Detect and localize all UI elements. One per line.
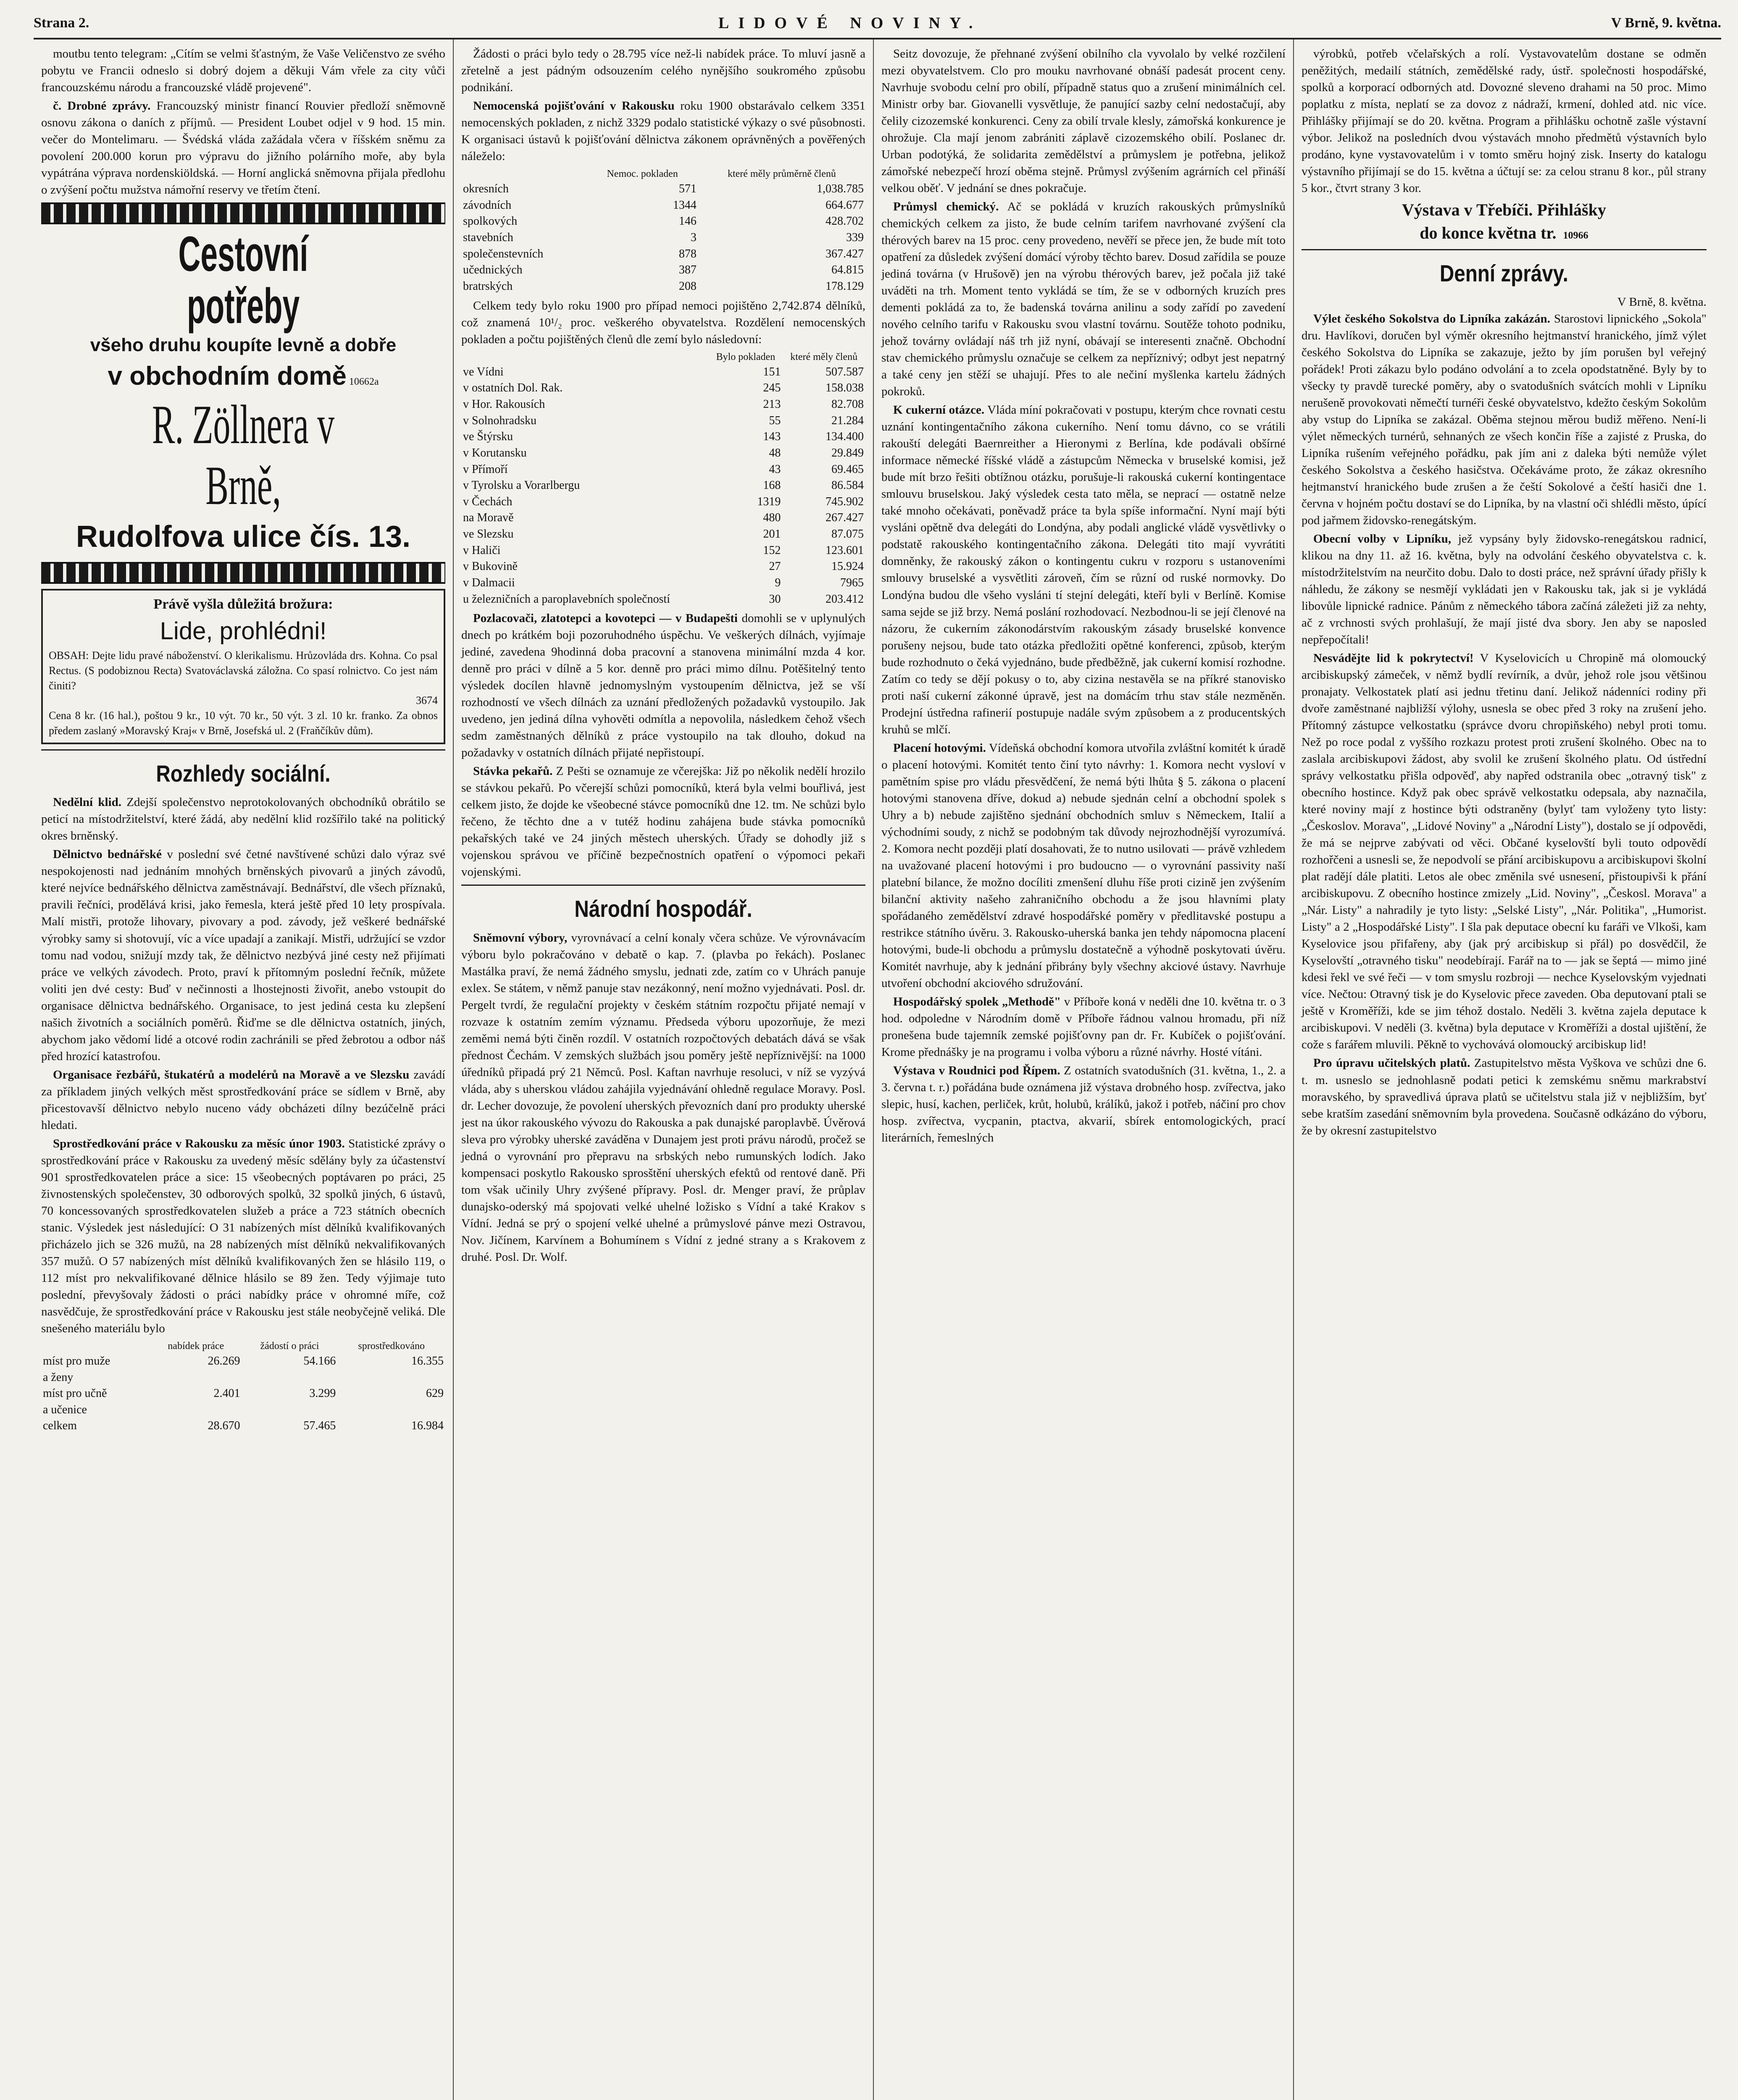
- table-cell: 178.129: [826, 279, 864, 293]
- divider: [1302, 249, 1706, 250]
- table-row: [461, 462, 865, 478]
- table-cell: v Tyrolsku a Vorarlbergu: [463, 479, 580, 492]
- article-paragraph: [881, 198, 1286, 400]
- table-header: které měly členů: [790, 351, 858, 362]
- exhibition-notice: Výstava v Třebíči. Přihlášky: [1402, 200, 1606, 220]
- table-cell: 87.075: [831, 528, 864, 541]
- table-row: [461, 246, 865, 262]
- table-cell: 3.299: [309, 1387, 336, 1400]
- table-row: [41, 1370, 445, 1386]
- page-number: Strana 2.: [34, 15, 89, 31]
- article-paragraph: [41, 1066, 445, 1134]
- dateline-header: V Brně, 9. května.: [1611, 15, 1721, 31]
- table-header-row: [461, 167, 865, 181]
- columns: [34, 39, 1721, 2100]
- table-header: [41, 1339, 150, 1353]
- table-header: [461, 350, 709, 364]
- table-cell: v Hor. Rakousích: [463, 398, 545, 411]
- table-cell: 339: [846, 231, 864, 244]
- article-heading: Průmysl chemický.: [893, 200, 999, 214]
- article-paragraph: [1302, 530, 1706, 648]
- table-cell: 213: [763, 398, 781, 411]
- table-cell: 745.902: [826, 495, 864, 508]
- article-heading: Nedělní klid.: [53, 795, 121, 809]
- article-text: Žádosti o práci bylo tedy o 28.795 více než-li nabídek práce. To mluví jasně a zřetelně a jest pádným odsouzením celého nynějšího soukromého způsobu podnikání.: [461, 47, 865, 94]
- table-cell: 69.465: [831, 462, 864, 476]
- table-row: [41, 1402, 445, 1418]
- exhibition-notice: [1302, 221, 1706, 244]
- table-cell: míst pro muže: [43, 1354, 110, 1368]
- article-text: vyrovnávací a celní konaly včera schůze. Ve výrovnávacím výboru bylo pokračováno v debatě o kap. 7. (plavba po řekách). Poslanec Mastálka praví, že nemá žádného smyslu, jednati zde, zatím co v Uhrách panuje exlex. Se státem, v němž panuje stav nezákonný, není možno vyjednávati. Posl. dr. Pergelt tvrdí, že regulační projekty v českém státním rozpočtu přijaté nemají v rozvaze k ostatním zemím významu. Předseda výboru upozorňuje, že mezi zeměmi nemá býti činěn rozdíl. V ostatních rozpočtových debatách dává se však přednost Čechám. V zemských službách jsou poměry ještě nepříznivější: na 1000 úředníků připadá prý 21 Němců. Posl. Kaftan navrhuje resoluci, v níž se vyzývá vláda, aby s uherskou vládou zahájila vyjednávání ohledně regulace Moravy. Posl. dr. Lecher dovozuje, že povolení uherských převozních daní pro produkty uherské jest na úkor rakouského vývozu do Rakouska a pak dunajské paroplavbě. Úvěrová sleva pro výrobky uherské zaváděna v Dunajem jest proti právu národů, pročež se jedná o vyrovnání pro přepravu na srbských nebo rumunských lodích. Jako kompensaci poskytlo Rakousko sprosštění uherských efektů od rentové daně. Při tom však učinily Uhry zvýšené přípravy. Posl. dr. Menger praví, že průplav dunajsko-oderský má spojovati velké uhelné ložisko s Vídní a také Krakov s Vídní. Jedná se prý o spojení velké uhelné a průmyslové pánve mezi Ostravou, Nov. Jičínem, Karvínem a Bohumínem s Vídní z jedné strany a s Krakovem z druhé. Posl. Dr. Wolf.: [461, 931, 866, 1264]
- table-cell: 203.412: [826, 592, 864, 606]
- section-title: Rozhledy sociální.: [156, 760, 331, 787]
- table-cell: 168: [763, 479, 781, 492]
- article-paragraph: [461, 97, 865, 165]
- ad-body: OBSAH: Dejte lidu pravé náboženství. O klerikalismu. Hrůzovláda drs. Kohna. Co psal Rectus. (S podobiznou Recta) Svatováclavská záložna. Co spasí rolnictvo. Co jest nám činiti?: [49, 649, 438, 692]
- table-header-row: [461, 350, 865, 364]
- table-cell: 123.601: [826, 543, 864, 557]
- table-cell: 507.587: [826, 365, 864, 378]
- table-header: Nemoc. pokladen: [607, 168, 678, 180]
- advertisement-zollner: [41, 228, 445, 558]
- table-row: [461, 445, 865, 462]
- ad-address: Rudolfova ulice čís. 13.: [76, 520, 411, 554]
- table-cell: 26.269: [208, 1354, 240, 1368]
- column-4: [1294, 39, 1714, 2100]
- article-heading: č. Drobné zprávy.: [53, 99, 151, 113]
- article-text: Ač se pokládá v kruzích rakouských průmyslníků chemických celkem za jisto, že bude celním tarifem navrhované zvýšení cla thérových barev na 15 proc. ceny provedeno, nevěří se přece jen, že bude mít toto opatření za důsledek zvýšení domácí výroby těchto barev. Dosud zařídila se pouze jediná továrna (v Hrušově) jen na výrobu thérových barev, jež počala již také uváděti na trh. Moment tento vykládá se tím, že se v odborných kruzích pres dementi pokládá za to, že badenská továrna anilinu a sody zařídí po zavedení nového celního tarifu v Rakousku svou vlastní továrnu. Soutěže tohoto podniku, jehož továrny ovládají náš trh již nyní, obávají se interesenti značně. Obchodní stav chemického průmyslu označuje se celkem za nepříznivý; odbyt jest nepatrný a také ceny jen stěží se uhajují. Přes to ale nečiní myšlenka kartelu žádných pokroků.: [881, 200, 1286, 399]
- article-heading: Výlet českého Sokolstva do Lipníka zakázán.: [1313, 312, 1551, 326]
- table-cell: 9: [775, 576, 781, 589]
- article-text: Vláda míní pokračovati v postupu, kterým chce rovnati cestu uznání kontingentačního zákona cukerního. Není tomu dávno, co se vrátili rakouští delegáti Baernreither a Hieronymi z Berlína, kde podávali obšírné informace německé říšské vládě a zástupcům Německa v bruselské komisi, jež bude mít brzo řešiti obtížnou otázku, porušuje-li rakouská cukerní kontingentace smlouvu bruselskou. Jaký výsledek cesta tato měla, se neprací — ostatně nelze také mnoho očekávati, poněvadž práce ta byla spíše informační. Nyní mají býti vysláni opětně dva delegáti do Londýna, aby podali anglické vládě vysvětlivky o podstatě rakouského kontingentačního zákona. Delegáti tito mají vyvrátiti domněnky, že rakouský zákon o kontingentu cukru v rozporu s ustanoveními smlouvy bruselské a vysvětliti zároveň, čím se různí od ruské normovky. Do Londýna budou dle všeho vysláni tí stejní delegáti, kteří byli v Berlíně. Komise sama sejde se již brzy. Nemá poslání rozhodovací. Nezbodnou-li se její členové na názoru, že cukerním zákonodárstvím rakouským zásady bruselské konvence porušeny nejsou, bude tato otázka předložiti opětné konferenci, způsob, kterým bude rozhodnuto o čeká vyjednáno, bude předběžně, jak cukerní komisí rozhodne. Zatím co tedy se dějí pokusy o to, aby cizina nestavěla se na příkré stanovisko proti naší cukerní zákonné úpravě, jest na domácím trhu stav stále nezměněn. Prodejní ústředna rafinerií postupuje nadále svým způsobem a z producentských kruhů se mlčí.: [881, 403, 1286, 736]
- table-cell: a ženy: [43, 1370, 74, 1384]
- table-cell: 267.427: [826, 511, 864, 525]
- ad-line: všeho druhu koupíte levně a dobře: [90, 334, 397, 355]
- table-cell: 21.284: [831, 414, 864, 427]
- table-cell: spolkových: [463, 215, 518, 228]
- regional-table: [461, 350, 865, 607]
- page-header: [34, 8, 1721, 39]
- table-cell: 629: [426, 1387, 444, 1400]
- ornament-border: [41, 562, 445, 584]
- column-2: [454, 39, 874, 2100]
- table-cell: v Dalmacii: [463, 576, 515, 589]
- table-cell: u železničních a paroplavebních společností: [463, 592, 670, 606]
- article-paragraph: [1302, 1055, 1706, 1139]
- ad-number: 10966: [1563, 230, 1588, 242]
- table-header: [461, 167, 586, 181]
- table-cell: 151: [763, 365, 781, 378]
- table-cell: 43: [769, 462, 781, 476]
- table-row: [461, 543, 865, 559]
- table-header: nabídek práce: [168, 1340, 224, 1352]
- table-cell: v Solnohradsku: [463, 414, 536, 427]
- ad-headline: Cestovní potřeby: [178, 226, 308, 334]
- divider: [461, 885, 865, 886]
- table-cell: stavebních: [463, 231, 513, 244]
- article-text: Zastupitelstvo města Vyškova ve schůzi dne 6. t. m. usneslo se jednohlasně podati petici k zemskému sněmu markrabství moravského, by spravedlivá úprava platů se učitelstvu stala již v nejbližším, byť sebe kratším zasedání sněmovním byla provedena. Současně odkázáno do výboru, že by okresní zastupitelstvo: [1302, 1056, 1706, 1137]
- table-header: které měly průměrně členů: [727, 168, 836, 180]
- article-heading: Dělnictvo bednářské: [53, 848, 162, 861]
- article-paragraph: [881, 402, 1286, 738]
- article-paragraph: [461, 610, 865, 761]
- article-paragraph: [41, 794, 445, 844]
- table-cell: 48: [769, 446, 781, 459]
- article-heading: Sněmovní výbory,: [473, 931, 568, 945]
- article-text: Z Pešti se oznamuje ze včerejška: Již po několik nedělí hrozilo se stávkou pekařů. Po včerejší schůzi pomocníků, která byla velmi bouřlivá, jest celkem jisto, že dojde ke všeobecné stávce pomocníků dne 12. tm. Ne schůzi bylo řečeno, že těchto dne a v tutéž hodinu zahájena bude stávka pomocníků pekařských také ve 24 jiných městech uherských. Úřady se dohodly již s vojenskou správou ve příčině bezpečnostních opatření o výpomoci pekaři vojenskými.: [461, 764, 866, 879]
- table-cell: 55: [769, 414, 781, 427]
- table-header: žádostí o práci: [260, 1340, 319, 1352]
- article-heading: Hospodářský spolek „Methodě": [893, 995, 1061, 1008]
- table-cell: okresních: [463, 182, 509, 196]
- article-text: domohli se v uplynulých dnech po krátkém boji pozoruhodného úspěchu. Ve veškerých dílnách, vyjímaje jediné, zavedena 9hodinná doba pracovní a stanovena minimální mzda 4 kor. denně pro práci v dílně a 5 kor. denně pro práci mimo dílnu. Potěšitelný tento výsledek docílen hlavně jednomyslným vystoupením dělnictva, jež se vší rozhodností ve všech dílnách za uznání předložených požadavků vystoupilo. Jak uvedeno, jen jediná dílna vyhověti odmítla a nepovolila, následkem čehož všech sedm zaměstnaných dělníků z práce vystoupilo na tak dlouho, dokud na požadavky v ostatních dílnách přijaté nepřistoupí.: [461, 612, 866, 760]
- table-cell: 57.465: [303, 1419, 336, 1433]
- table-cell: 27: [769, 560, 781, 573]
- article-heading: Organisace řezbářů, štukatérů a modelérů na Moravě a ve Slezsku: [53, 1068, 410, 1082]
- ad-number: 10662a: [349, 376, 379, 387]
- table-row: [461, 396, 865, 413]
- article-text: Seitz dovozuje, že přehnané zvýšení obilního cla vyvolalo by velké rozčilení mezi obyvatelstvem. Clo pro mouku navrhované obnáší padesát procent ceny. Navrhuje svobodu celní pro obilí, případně status quo a zrušení minimálních cel. Ministr orby bar. Giovanelli vysvětluje, že panující sazby celní nedostačují, aby čelily cizozemské konkurenci. Ceny za obilí trvale klesly, zámořská konkurence je ohrožuje. Cla mají jenom zabrániti záplavě cizozemského obilí. Poslanec dr. Urban podotýká, že solidarita zemědělství a průmyslem je potřebna, jelikož zámořské nebezpečí hrozí oběma stejně. Průmysl zvýšením agrárních cel přináší velkou oběť. V jednání se dnes pokračuje.: [881, 47, 1286, 195]
- column-1: [34, 39, 454, 2100]
- table-cell: 1344: [673, 198, 697, 212]
- table-cell: v Čechách: [463, 495, 513, 508]
- table-row: [461, 197, 865, 214]
- article-paragraph: [881, 740, 1286, 992]
- table-cell: 54.166: [303, 1354, 336, 1368]
- table-cell: bratrských: [463, 279, 513, 293]
- article-heading: Pro úpravu učitelských platů.: [1313, 1056, 1470, 1070]
- article-paragraph: [41, 97, 445, 198]
- table-cell: 201: [763, 528, 781, 541]
- table-cell: celkem: [43, 1419, 77, 1433]
- table-row: [41, 1386, 445, 1402]
- table-cell: 86.584: [831, 479, 864, 492]
- table-cell: ve Štýrsku: [463, 430, 513, 444]
- table-row: [461, 591, 865, 608]
- table-row: [461, 380, 865, 396]
- article-text: Francouzský ministr financí Rouvier předloží sněmovně osnovu zákona o daních z příjmů. — President Loubet odjel v 9 hod. 15 min. večer do Montelimaru. — Švédská vláda zažádala včera v říšském sněmu za povolení 200.000 korun pro výpravu do jižního polárního moře, aby byla vypátrána výprava nordenskiöldská. — Horní anglická sněmovna přijala předlohu o zvýšení počtu mužstva námořní reservy ve třetím čtení.: [41, 99, 446, 197]
- article-paragraph: [1302, 650, 1706, 1053]
- section-title: Národní hospodář.: [574, 895, 752, 922]
- table-cell: 134.400: [826, 430, 864, 444]
- table-cell: 64.815: [831, 263, 864, 277]
- table-cell: 878: [678, 247, 697, 260]
- table-row: [461, 478, 865, 494]
- section-title: Denní zprávy.: [1440, 260, 1568, 286]
- table-cell: 2.401: [213, 1387, 240, 1400]
- table-cell: 16.355: [411, 1354, 444, 1368]
- table-cell: 28.670: [208, 1419, 240, 1433]
- table-cell: 158.038: [826, 381, 864, 395]
- table-header: sprostředkováno: [358, 1340, 425, 1352]
- article-text: Statistické zprávy o sprostředkování práce v Rakousku za uvedený měsíc sdělány byly za účastenství 901 sprostředkovatelen práce a sice: 15 všeobecných poptávaren po práci, 25 živnostenských společenstev, 30 odborových spolků, 32 spolků jiných, 6 ústavů, 70 koncessovaných sprostředkovatelen služeb a práce a 723 státních obecních stanic. Výsledek jest následující: O 31 nabízených míst dělníků kvalifikovaných přicházelo jich se 326 mužů, na 28 nabízených míst dělníků nekvalifikovaných 357 mužů. O 57 nabízených míst dělníků kvalifikovaných žen se hlásilo 119, o 112 míst pro nekvalifikované dělnice hlásilo se 89 žen. Tedy výjimaje tuto poslední, převyšovaly žádosti o práci nabídky práce v ohromné míře, což nasvědčuje, že sprostředkování práce v Rakousku jest stále neobyčejně veliká. Dle snešeného materiálu bylo: [41, 1137, 445, 1335]
- table-row: [461, 526, 865, 543]
- table-cell: 208: [678, 279, 697, 293]
- table-cell: 428.702: [826, 215, 864, 228]
- table-header-row: [41, 1339, 445, 1353]
- ornament-border: [41, 202, 445, 224]
- article-text: moutbu tento telegram: „Cítím se velmi šťastným, že Vaše Veličenstvo ze svého pobytu ve Francii odneslo si dobrý dojem a děkuji Vám vřele za city vůči francouzskému národu a francouzské vládě projevené".: [41, 47, 445, 94]
- table-row: [461, 510, 865, 526]
- table-cell: na Moravě: [463, 511, 514, 525]
- table-cell: míst pro učně: [43, 1387, 107, 1400]
- table-row: [461, 213, 865, 230]
- table-row: [41, 1418, 445, 1434]
- table-cell: v Bukovině: [463, 560, 518, 573]
- table-cell: 480: [763, 511, 781, 525]
- table-cell: ve Vídni: [463, 365, 504, 378]
- article-text: Z ostatních svatodušních (31. května, 1., 2. a 3. června t. r.) pořádána bude oznámena již výstava drobného hosp. zvířectva, jako slepic, husí, kachen, perliček, krůt, holubů, králíků, jakož i potřeb, náčiní pro chov hosp. zvířectva, vycpanin, ptactva, akvarií, sbírek entomologických, prací literárních, řemeslných: [881, 1063, 1286, 1144]
- exhibition-deadline: do konce května tr.: [1420, 223, 1557, 243]
- table-row: [461, 278, 865, 295]
- article-paragraph: [41, 1135, 445, 1337]
- table-cell: ve Slezsku: [463, 528, 514, 541]
- divider: [41, 749, 445, 751]
- table-row: [41, 1353, 445, 1370]
- article-paragraph: [461, 763, 865, 880]
- table-cell: 82.708: [831, 398, 864, 411]
- table-cell: 16.984: [411, 1419, 444, 1433]
- table-row: [461, 364, 865, 381]
- ad-company: R. Zöllnera v Brně,: [152, 394, 335, 517]
- table-cell: v Přímoří: [463, 462, 508, 476]
- article-heading: Pozlacovači, zlatotepci a kovotepci — v Budapešti: [473, 612, 738, 625]
- table-cell: 29.849: [831, 446, 864, 459]
- ad-price: Cena 8 kr. (16 hal.), poštou 9 kr., 10 výt. 70 kr., 50 výt. 3 zl. 10 kr. franko. Za obnos předem zaslaný »Moravský Kraj« v Brně, Josefská ul. 2 (Fraňčíkův dům).: [49, 709, 438, 737]
- table-cell: 367.427: [826, 247, 864, 260]
- table-cell: v Haliči: [463, 543, 501, 557]
- table-cell: 30: [769, 592, 781, 606]
- article-text: jež vypsány byly židovsko-renegátskou radnicí, klikou na dny 11. až 16. května, byly na odvolání českého obyvatelstva c. k. místodržitelstvím na neurčito dobu. Dalo to dosti práce, než správní úřady přišly k náhledu, že zákony se nesmějí vykládati jen v Rakousku tak, jak si je vykládá libovůle lipnické radnice. Pánům z německého tábora začíná záležeti již za nehty, ač z vrchnosti svých prohlašují, že mají jisté dva sbory. Jen aby se naposled nepřepočítali!: [1302, 532, 1707, 647]
- article-paragraph: [881, 1062, 1286, 1146]
- table-row: [461, 494, 865, 510]
- table-row: [461, 413, 865, 429]
- ad-line: v obchodním domě: [108, 361, 347, 391]
- table-row: [461, 181, 865, 197]
- table-cell: 15.924: [831, 560, 864, 573]
- article-heading: Výstava v Roudnici pod Řípem.: [893, 1063, 1060, 1077]
- table-row: [461, 559, 865, 575]
- article-paragraph: [1302, 310, 1706, 529]
- health-insurance-table: [461, 167, 865, 294]
- masthead: LIDOVÉ NOVINY.: [718, 14, 982, 32]
- table-cell: 7965: [840, 576, 864, 589]
- article-text: Starostovi lipnického „Sokola" dru. Havlíkovi, doručen byl výměr okresního hejtmanství hranického, jímž výlet českého Sokolstva do Lipníka se zakazuje, ježto by jím porušen byl veřejný pořádek! Proti zákazu bylo podáno odvolání a to zcela opodstatněné. Byly by to všecky ty pravdě turecké poměry, aby o svatodušních svátcích mohli v Lipníku nerušeně provokovati němečtí turnéři české obyvatelstvo, kdežto českým Sokolům aby vstup do Lipníka se zakázal. Oběma stejnou měrou budiž měřeno. Není-li výlet německých turnérů, sehnaných ze všech končin říše a zajisté z Pruska, do Lipníka rušením veřejného pořádku, pak jím ani z daleka býti nemůže výlet českého Sokolstva a českého hasičstva. Očekáváme proto, že zákaz okresního hejtmanství hranického bude zrušen a že čeští Sokolové a čeští hasiči dne 1. června v hojném počtu dostaví se do Lipníka, by na vlastní oči shlédli město, úpící pod jařmem židovsko-renegátským.: [1302, 312, 1707, 527]
- article-paragraph: [881, 993, 1286, 1060]
- table-cell: v Korutansku: [463, 446, 527, 459]
- article-text: V Kyselovicích u Chropině má olomoucký arcibiskupský zámeček, v němž bydlí revírník, a dvůr, jehož role jsou většinou pronajaty. Velkostatek platí asi jednu třetinu daní. Jelikož nádenníci rodiny při dvoře zaměstnané najbližší výlohy, usnesla se obec před 3 roky na zrušení jeho. Přítomný zástupce velkostatku (správce dvoru chropiňského) nebyl proti tomu. Než po roce podal z vyššího rozkazu protest proti zrušení školného. Obec na to zaslala arcibiskupovi žádost, aby svolil ke zrušení školného platu. Od ústřední správy velkostatku přišla odpověď, aby napřed odstranila obec „otravný tisk" z obecního hostince. Když pak obec správě velkostatku odepsala, aby naznačila, které noviny mají z hostince býti odstraněny (bylyť tam vyloženy tyto listy: „Českoslov. Morava", „Lidové Noviny" a „Národní Listy"), dostalo se jí odpovědi, že má se nejprve zabývati od věci. Občané kyselovští byli touto odpovědí rozhořčeni a usnesli se, že nepodvolí se přání arcibiskupovu a arcibiskupovi školní plat radějí dále platiti. Letos ale obec změnila své usnesení, přistoupivši k přání arcibiskupovu. Z obecního hostince zmizely „Lid. Noviny", „Českosl. Morava" a „Nár. Listy" a nahradily je tyto listy: „Selské Listy", „Nár. Politika", „Humorist. Listy" a 2 „Hospodářské Listy". I šla pak deputace obecní ku faráři ve Vlkoši, kam Kyselovice jsou přifařeny, aby (jak prý arcibiskup si přál) po dosvědčil, že Kyselovští „otravného tisku" neodebírají. Farář na to — jak se šeptá — mimo jiné kdesi řekl ve své řeči — v tom smyslu rozbroji — nechce Kyselovským vyjednati více. Nečtou: Otravný tisk je do Kyselovic přece zaveden. Oba deputovaní ptali se ještě v Kroměříži, kde se jim téhož dostalo. Neděli 3. května zajela deputace k arcibiskupovi. V neděli (3. května) byla deputace v Kroměříži a dostal ujištění, že cože s farářem mluvili. Pěkně to vychovává olomoucký arcibiskup lid!: [1302, 651, 1706, 1052]
- article-text: výrobků, potřeb včelařských a rolí. Vystavovatelům dostane se odměn peněžitých, medailí státních, zemědělské rady, ústř. společnosti hospodářské, spolků a korporací odborných atd. Dovozné sleveno drahami na 50 proc. Mimo poplatku z místa, neplatí se za dovoz z nádraží, krmení, dohled atd. nic více. Přihlášky přijímají se do 20. května. Program a přihlášku ochotně zašle výstavní výbor. Jelikož na posledních dvou výstavách mnoho předmětů výstavních bylo prodáno, kyne vystavovatelům i v tomto směru hojný zisk. Inserty do katalogu výstavního přijímají se do 15. května a účtují se: za celou stranu 8 kor., půl strany 5 kor., čtvrt strany 3 kor.: [1302, 47, 1706, 195]
- table-row: [461, 429, 865, 445]
- article-text: v Příboře koná v neděli dne 10. května tr. o 3 hod. odpoledne v Národním domě v Příboře řádnou valnou hromadu, při níž pronešena bude tajemník zemské pojišťovny pan dr. Fr. Kubíček o pojišťování. Krome přednášky je na programu i volba výboru a různé návrhy. Hosté vítáni.: [881, 995, 1286, 1059]
- table-row: [461, 262, 865, 278]
- table-cell: 387: [678, 263, 697, 277]
- article-paragraph: [41, 846, 445, 1064]
- stats-table: [41, 1339, 445, 1434]
- article-text: Celkem tedy bylo roku 1900 pro případ nemoci pojištěno 2,742.874 dělníků, což znamená 10¹/₂ proc. veškerého obyvatelstva. Rozdělení nemocenských pokladen a počtu pojištěných členů dle zemí bylo následovní:: [461, 299, 865, 346]
- article-heading: K cukerní otázce.: [893, 403, 985, 417]
- ad-number: 3674: [416, 694, 438, 707]
- table-cell: společenstevních: [463, 247, 544, 260]
- table-cell: 146: [678, 215, 697, 228]
- table-cell: 1319: [757, 495, 781, 508]
- article-text: zavádí za příkladem jiných velkých měst sprostředkování práce se sídlem v Brně, aby přicestovavší dělnictvo nebylo nuceno vády obcházeti dílny bezúčelně práci hledati.: [41, 1068, 446, 1132]
- article-paragraph: [461, 929, 865, 1265]
- article-text: roku 1900 obstarávalo celkem 3351 nemocenských pokladen, z nichž 3329 podalo statistické výkazy o své působnosti. K organisaci ústavů k pojišťování dělnictva zákonem oprávněných a pověřených náleželo:: [461, 99, 865, 163]
- table-cell: 245: [763, 381, 781, 395]
- table-cell: závodních: [463, 198, 512, 212]
- ad-line: Právě vyšla důležitá brožura:: [153, 596, 333, 612]
- table-cell: 152: [763, 543, 781, 557]
- table-cell: a učenice: [43, 1403, 87, 1416]
- ad-headline: Lide, prohlédni!: [160, 617, 327, 645]
- table-cell: učednických: [463, 263, 523, 277]
- article-heading: Obecní volby v Lipníku,: [1313, 532, 1451, 546]
- column-3: [874, 39, 1294, 2100]
- article-heading: Nemocenská pojišťování v Rakousku: [473, 99, 675, 113]
- article-heading: Sprostředkování práce v Rakousku za měsíc únor 1903.: [53, 1137, 345, 1150]
- table-cell: 571: [678, 182, 697, 196]
- advertisement-brochure: [41, 589, 445, 744]
- table-header: Bylo pokladen: [716, 351, 776, 362]
- table-cell: 3: [690, 231, 697, 244]
- table-cell: 1,038.785: [817, 182, 864, 196]
- table-cell: v ostatních Dol. Rak.: [463, 381, 563, 395]
- table-row: [461, 575, 865, 591]
- article-text: v poslední své četné navštívené schůzi dalo výraz své nespokojenosti nad jednáním mnohých brněnských pivovarů a jiných závodů, které nejvíce bednářského dělnictva zaměstnávají. Bednářství, dle všech příznaků, pravili řečníci, prodělává krisi, jako řemesla, která ještě před 10 lety prospívala. Malí mistři, protože lihovary, pivovary a pod. závody, jež veškeré bednářské výrobky samy si shotovují, víc a více upadají a zanikají. Mistři, udržující se vzdor tomu nad vodou, snižují mzdy tak, že dělnictvo nezbývá jiné cesty než přijímati práce ve velkých závodech. Proto, praví k přítomným poslední řečník, můžete voliti jen dvé cesty: Buď v nečinnosti a lhostejnosti živořit, anebo vstoupit do organisace dělnictva bednářského. Organisace, to jest jediná cesta ku zlepšení našich životních a sociálních poměrů. Řiďme se dle dělnictva ostatních, jiných, abychom jako vědomí lidé a otcové rodin zachránili se před žebrotou a odbor náš před hrozící katastrofou.: [41, 848, 446, 1063]
- article-heading: Nesvádějte lid k pokrytectví!: [1313, 651, 1474, 665]
- dateline: V Brně, 8. května.: [1617, 295, 1706, 309]
- article-text: Vídeňská obchodní komora utvořila zvláštní komitét k úradě o placení hotovými. Komitét tento činí tyto návrhy: 1. Komora necht vysloví v pamětním spise pro vládu přesvědčení, že nemá býti lhůta § 5. zákona o placení hotovými stanovena dříve, dokud a) nebude sjednán celní a obchodní spolek s Uhry a b) nebude zajištěno sjednání obchodních smluv s Německem, Italií a východními soudy, z nichž se podobným tak důvody nejrozhodnější vyrozumívá. 2. Komora necht později platí dosahovati, že to nutno usilovati — právě vzhledem na uvažované placení hotovými i pro budoucno — o vyrovnání passivity naší platební bilance, že možno docíliti zmenšení dluhu říše proti cizině jen zvýšením bilanční aktivity našeho zahraničního obchodu a že jsou hlavními platy spořádaného zemědělství zdravé hospodářské poměry v předlitavské postupu a restrikce státního úvěru. 3. Rakousko-uherská banka jen tehdy nápomocna placení hotovými, bude-li obchodu a průmyslu dostatečně a výhodně poskytovati úvěru. Komitét navrhuje, aby k jednání přibrány byly všechny akciové ústavy. Navrhuje utvoření obchodní akciového sdružování.: [881, 741, 1286, 990]
- table-cell: 664.677: [826, 198, 864, 212]
- article-text: Zdejší společenstvo neprotokolovaných obchodníků obrátilo se peticí na místodržitelství, které žádá, aby nedělní klid rozšířilo také na politický okres brněnský.: [41, 795, 445, 843]
- article-heading: Placení hotovými.: [893, 741, 986, 755]
- table-row: [461, 230, 865, 246]
- table-cell: 143: [763, 430, 781, 444]
- article-heading: Stávka pekařů.: [473, 764, 553, 778]
